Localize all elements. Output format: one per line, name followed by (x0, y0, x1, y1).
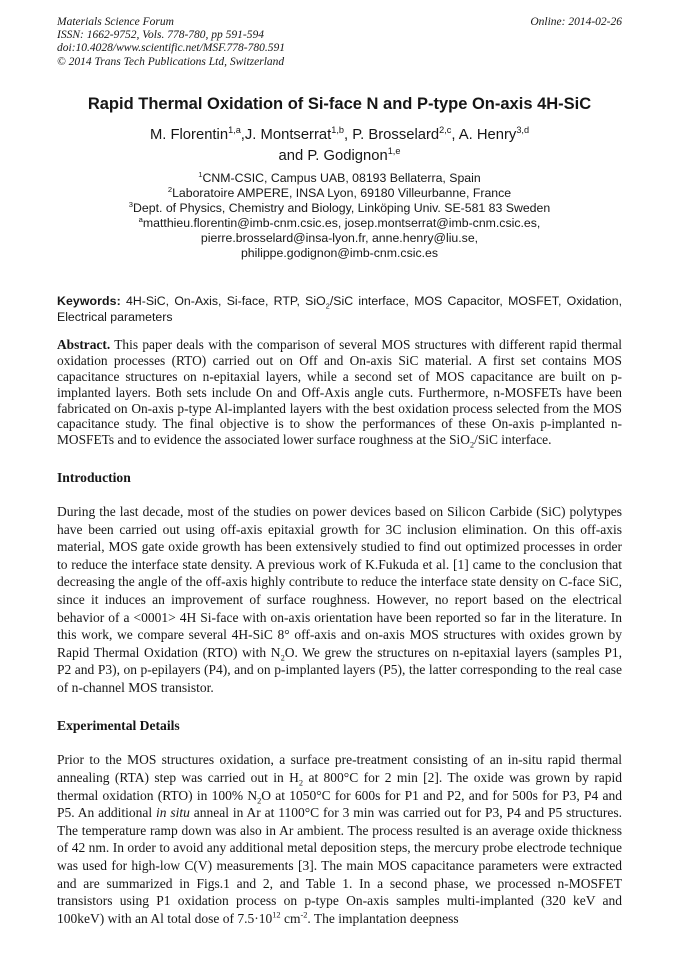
affiliation-2: $^2$Laboratoire AMPERE, INSA Lyon, 69180 Villeurbanne, France (167, 184, 512, 200)
section-heading-introduction: Introduction (57, 469, 131, 485)
author-emails-line-2: pierre.brosselard@insa-lyon.fr, anne.henry@liu.se, (200, 231, 479, 246)
authors-block (57, 125, 622, 167)
abstract-text: This paper deals with the comparison of several MOS structures with different rapid thermal oxidation processes (RTO) carried out on Off and On-axis SiC material. A first set contains MOS capacitance structures on n-epitaxial layers, while a second set of MOS capacitance are built on p-implanted layers. Both sets include On and Off-Axis angle cuts. Furthermore, n-MOSFETs have been fabricated on On-axis p-type Al-implanted layers with the best oxidation process selected from the MOS capacitance study. The final objective is to show the performances of these On-axis p-implanted n-MOSFETs and to evidence the associated lower surface roughness at the SiO$_2$/SiC interface. (57, 337, 622, 450)
affiliations-block (57, 171, 622, 262)
issn-line: ISSN: 1662-9752, Vols. 778-780, pp 591-594 (57, 29, 264, 42)
section-heading-experimental-details: Experimental Details (57, 718, 180, 734)
experimental-details-paragraph: Prior to the MOS structures oxidation, a surface pre-treatment consisting of an in-situ rapid thermal annealing (RTA) step was carried out in $H_2$ at 800°C for 2 min [2]. The oxide was grown by rapid thermal oxidation (RTO) in 100% $N_2O$ at 1050°C for 600s for P1 and P2, and for 500s for P3, P4 and P5. An additional in situ anneal in Ar at 1100°C for 3 min was carried out for P3, P4 and P5 structures. The temperature ramp down was also in Ar ambient. The process resulted is an average oxide thickness of 42 nm. In order to avoid any additional metal deposition steps, the mercury probe electrode technique was used for high-low C(V) measurements [3]. The main MOS capacitance parameters were extracted and are summarized in Figs.1 and 2, and Table 1. In a second phase, we processed n-MOSFET transistors using P1 oxidation process on p-type On-axis samples multi-implanted (320 keV and 100keV) with an Al total dose of $7.5\cdot 10^{12}$ $cm^{-2}$. The implantation deepness (57, 752, 623, 926)
author-emails-line-3: philippe.godignon@imb-cnm.csic.es (240, 246, 439, 261)
journal-info (57, 16, 285, 69)
affiliation-3: $^3$Dept. of Physics, Chemistry and Biology, Linköping Univ. SE-581 83 Sweden (128, 199, 551, 215)
keywords-block (57, 293, 622, 325)
abstract-label: Abstract. (57, 337, 111, 353)
keywords-text: 4H-SiC, On-Axis, Si-face, RTP, SiO$_2$/SiC interface, MOS Capacitor, MOSFET, Oxidation, Electrical parameters (57, 294, 622, 325)
paper-title: Rapid Thermal Oxidation of Si-face N and P-type On-axis 4H-SiC (87, 94, 592, 113)
introduction-paragraph: During the last decade, most of the studies on power devices based on Silicon Carbide (SiC) polytypes have been carried out using off-axis epitaxial growth for 3C inclusion elimination. On this off-axis material, MOS gate oxide growth has been extensively studied to find out optimized processes in order to reduce the interface state density. A previous work of K.Fukuda et al. [1] came to the conclusion that decreasing the angle of the off-axis highly contribute to reduce the interface state density on C-face SiC, since it induces an improvement of surface roughness. However, no report based on the electrical behavior of a <0001> 4H Si-face with on-axis orientation have been reported so far in the literature. In this work, we compare several 4H-SiC 8° off-axis and on-axis MOS structures with oxides grown by Rapid Thermal Oxidation (RTO) with $N_2O$. We grew the structures on n-epitaxial layers (samples P1, P2 and P3), on p-epilayers (P4), and on p-implanted layers (P5), the latter corresponding to the real case of n-channel MOS transistor. (57, 503, 622, 695)
online-date: Online: 2014-02-26 (530, 16, 622, 28)
copyright-line: © 2014 Trans Tech Publications Ltd, Switzerland (57, 55, 285, 68)
page-header (57, 16, 622, 69)
authors-line-2: and P. Godignon$^{1,e}$ (278, 145, 401, 164)
journal-name: Materials Science Forum (57, 16, 174, 28)
affiliation-1: $^1$CNM-CSIC, Campus UAB, 08193 Bellaterra, Spain (198, 169, 481, 185)
abstract-block (57, 337, 622, 448)
authors-line-1: M. Florentin$^{1,a}$,J. Montserrat$^{1,b}$, P. Brosselard$^{2,c}$, A. Henry$^{3,d}$ (149, 124, 530, 143)
keywords-label: Keywords: (57, 294, 121, 309)
author-emails-line-1: $^a$matthieu.florentin@imb-cnm.csic.es, josep.montserrat@imb-cnm.csic.es, (138, 215, 541, 231)
doi-line: doi:10.4028/www.scientific.net/MSF.778-780.591 (57, 42, 285, 55)
